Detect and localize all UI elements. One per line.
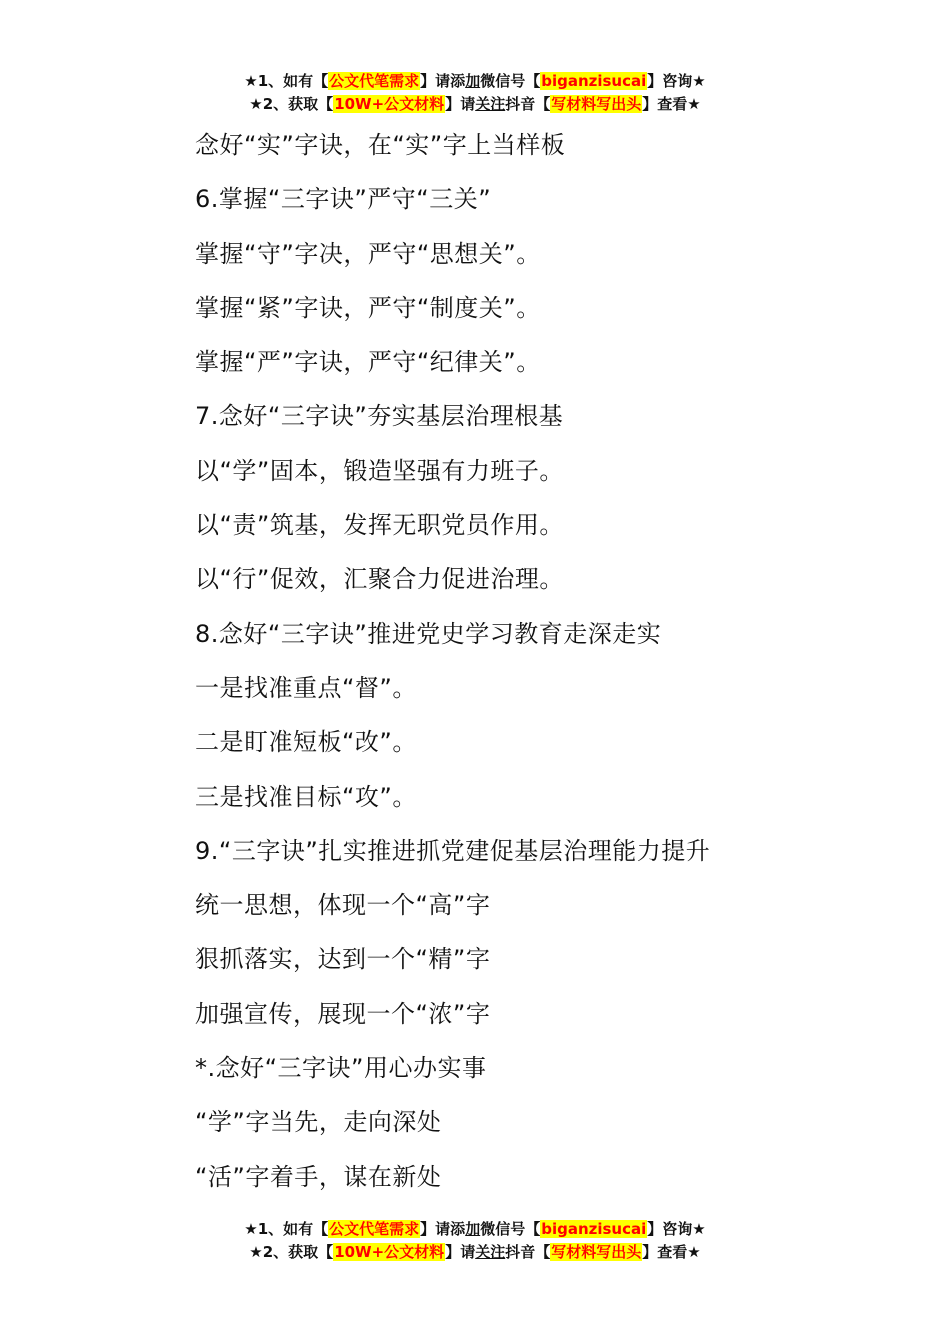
promo-text: 】咨询★: [647, 72, 706, 90]
promo-highlight: 10W+公文材料: [334, 95, 445, 113]
section-heading: 9.“三字诀”扎实推进抓党建促基层治理能力提升: [195, 836, 711, 865]
promo-text: ★1、如有【: [244, 1220, 329, 1238]
body-line: 以“责”筑基，发挥无职党员作用。: [195, 511, 564, 540]
body-line: “活”字着手，谋在新处: [195, 1162, 442, 1191]
promo-text: 微信号【: [480, 1220, 541, 1238]
section-heading: 7.念好“三字诀”夯实基层治理根基: [195, 402, 564, 431]
section-heading: 8.念好“三字诀”推进党史学习教育走深走实: [195, 619, 662, 648]
promo-text: 】咨询★: [647, 1220, 706, 1238]
promo-highlight-douyin: 写材料写出头: [551, 95, 642, 113]
body-line: 一是找准重点“督”。: [195, 673, 417, 702]
promo-line-2: [0, 1241, 950, 1264]
body-line: 掌握“守”字决，严守“思想关”。: [195, 239, 541, 268]
section-heading: 6.掌握“三字诀”严守“三关”: [195, 185, 492, 214]
promo-underlined: 关注: [475, 1243, 506, 1261]
promo-underlined: 加: [465, 72, 481, 90]
body-line: 三是找准目标“攻”。: [195, 782, 417, 811]
promo-line-1: [0, 70, 950, 93]
body-line: 加强宣传，展现一个“浓”字: [195, 999, 491, 1028]
promo-text: 】请: [445, 95, 476, 113]
promo-highlight: 公文代笔需求: [329, 1220, 420, 1238]
body-line: 统一思想，体现一个“高”字: [195, 891, 491, 920]
promo-highlight: 10W+公文材料: [334, 1243, 445, 1261]
body-line: 狠抓落实，达到一个“精”字: [195, 945, 491, 974]
promo-highlight: 公文代笔需求: [329, 72, 420, 90]
promo-text: ★2、获取【: [249, 95, 334, 113]
promo-line-1: [0, 1218, 950, 1241]
promo-highlight-wechat-id: biganzisucai: [541, 1220, 647, 1238]
body-line: “学”字当先，走向深处: [195, 1108, 442, 1137]
header-promo-banner: [0, 70, 950, 116]
body-line: 掌握“紧”字诀，严守“制度关”。: [195, 293, 541, 322]
body-line: 念好“实”字诀，在“实”字上当样板: [195, 131, 566, 159]
promo-text: 】查看★: [642, 95, 701, 113]
promo-text: 】请添: [420, 72, 466, 90]
body-line: 以“学”固本，锻造坚强有力班子。: [195, 456, 564, 485]
document-body: [195, 118, 915, 1204]
promo-text: 】请添: [420, 1220, 466, 1238]
section-heading: *.念好“三字诀”用心办实事: [195, 1054, 487, 1083]
promo-text: 微信号【: [480, 72, 541, 90]
promo-underlined: 加: [465, 1220, 481, 1238]
promo-text: 抖音【: [505, 95, 551, 113]
body-line: 二是盯准短板“改”。: [195, 728, 417, 757]
promo-highlight-wechat-id: biganzisucai: [541, 72, 647, 90]
promo-text: ★2、获取【: [249, 1243, 334, 1261]
promo-highlight-douyin: 写材料写出头: [551, 1243, 642, 1261]
body-line: 掌握“严”字诀，严守“纪律关”。: [195, 348, 541, 377]
promo-underlined: 关注: [475, 95, 506, 113]
body-line: 以“行”促效，汇聚合力促进治理。: [195, 565, 564, 594]
promo-text: 】查看★: [642, 1243, 701, 1261]
promo-text: ★1、如有【: [244, 72, 329, 90]
promo-text: 抖音【: [505, 1243, 551, 1261]
footer-promo-banner: [0, 1218, 950, 1264]
promo-text: 】请: [445, 1243, 476, 1261]
promo-line-2: [0, 93, 950, 116]
